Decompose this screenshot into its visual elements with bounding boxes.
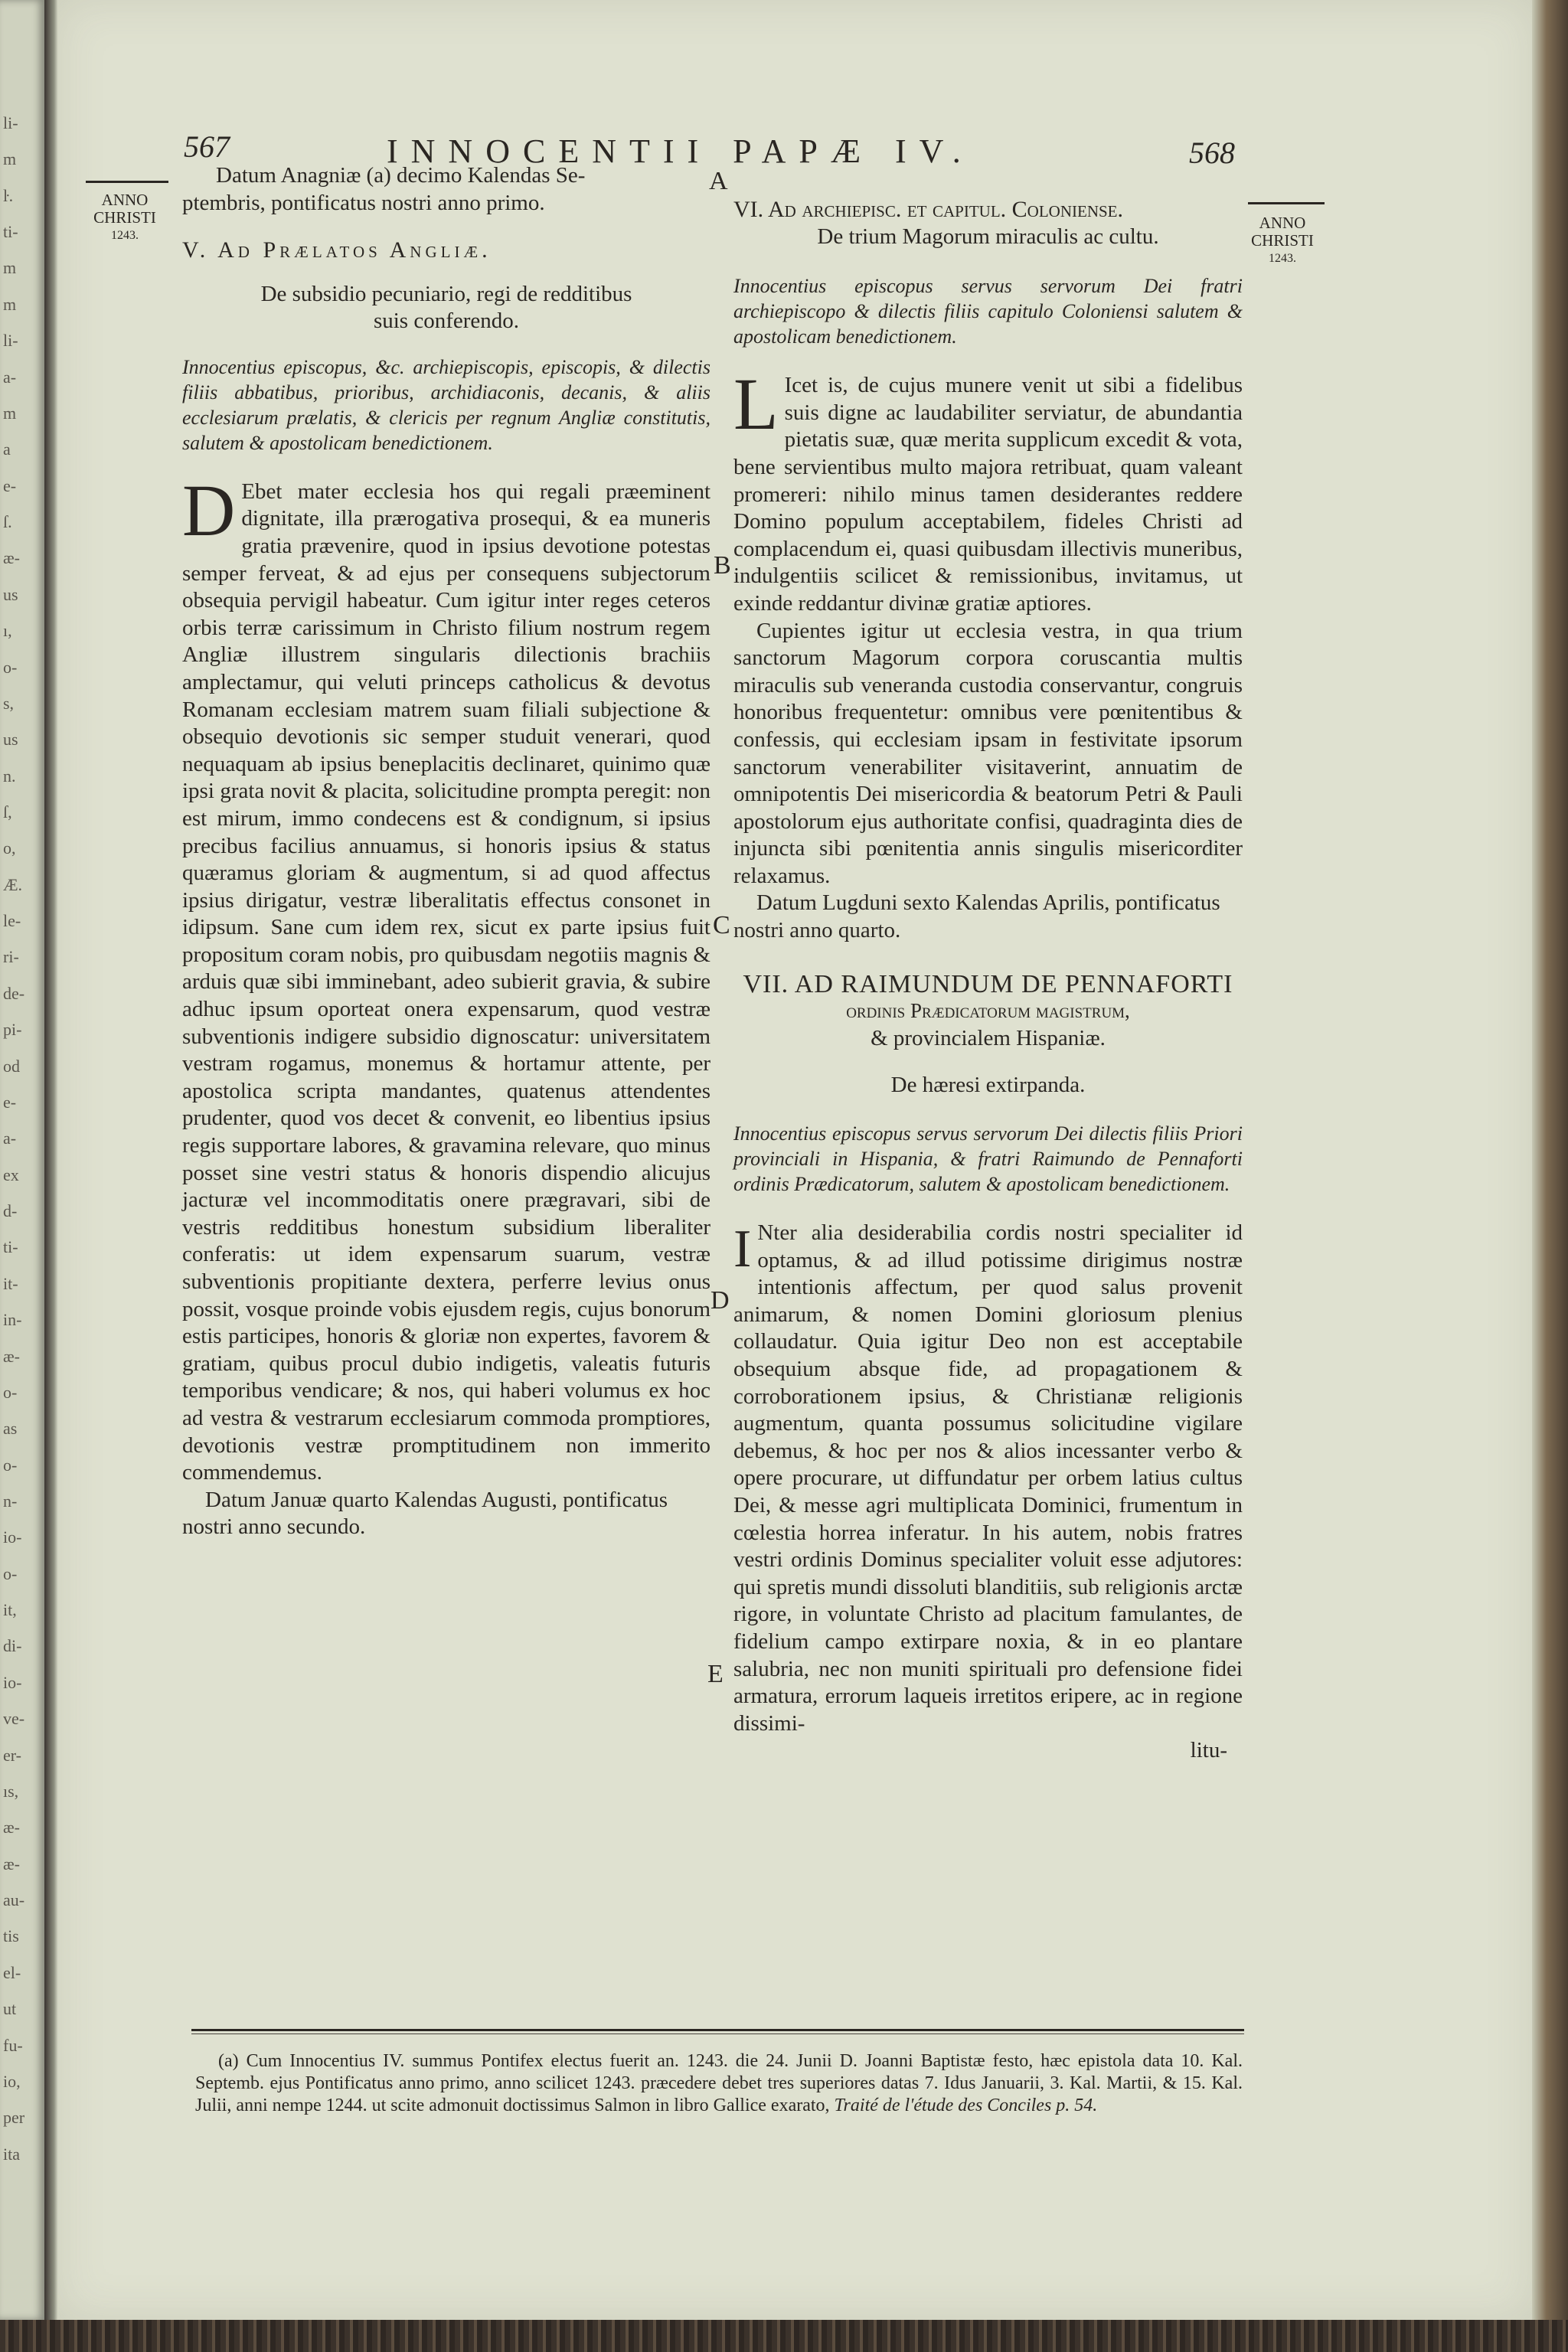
previous-page-fragment: a- — [3, 1129, 17, 1148]
previous-page-fragment: m — [3, 258, 17, 278]
section-title-v: V. Ad Prælatos Angliæ. — [182, 237, 492, 263]
page — [58, 0, 1532, 2320]
previous-page-fragment: ſ, — [3, 802, 12, 822]
page-edge-bottom — [0, 2320, 1568, 2352]
section-title-vi-text: VI. Ad archiepisc. et capitul. Coloniense. — [733, 197, 1124, 222]
page-number-left: 567 — [184, 129, 230, 164]
running-title: INNOCENTII PAPÆ IV. — [387, 132, 974, 170]
body-vii-text: Nter alia desiderabilia cordis nostri specialiter id optamus, & ad illud potissime dirigimus nostræ intentionis affectum, per quod salus provenit animarum, & nomen Domini gloriosum plenius collaudatur. Quia igitur Deo non est acceptabile obsequium absque fide, ad propagationem & corroborationem ipsius, & Christianæ religionis augmentum, quanta possumus solicitudine vigilare debemus, & hoc per nos & alios incessanter verbo & opere procurare, ut diffundatur per orbem latius cultus Dei, & messe agri multiplicata Dominici, frumentum in cœlestia horrea inferatur. In his autem, nobis fratres vestri ordinis Dominus specialiter voluit esse adjutores: qui spretis mundi dissoluti blanditiis, sub religionis arctæ rigore, in voluntate Christo ad placitum famulantes, de fidelium campo extirpare noxia, & in eo plantare salubria, nec non muniti spirituali pro defensione fidei armatura, errorum laqueis irretitos eripere, ac in regione dissimi- — [733, 1220, 1243, 1736]
address-vii: Innocentius episcopus servus servorum Dei dilectis filiis Priori provinciali in Hispania, & fratri Raimundo de Pennaforti ordinis Prædicatorum, salutem & apostolicam benedictionem. — [733, 1122, 1243, 1196]
previous-page-fragment: el- — [3, 1962, 21, 1982]
margin-note-left-anno: ANNO — [101, 191, 149, 209]
right-column — [733, 196, 1243, 1765]
previous-page-fragment: as — [3, 1419, 18, 1439]
previous-page-fragment: it, — [3, 1600, 17, 1620]
margin-note-left-christi: CHRISTI — [93, 208, 156, 227]
previous-page-fragment: ti- — [3, 1237, 18, 1257]
previous-page-fragment: io- — [3, 1527, 22, 1547]
subject-v-line-1: De subsidio pecuniario, regi de redditibus — [260, 281, 632, 306]
previous-page-fragment: ut — [3, 1999, 17, 2019]
column-letter-e: E — [707, 1660, 724, 1688]
footnote — [195, 2050, 1243, 2117]
previous-page-fragment: fu- — [3, 2035, 23, 2055]
margin-note-left — [83, 191, 167, 244]
previous-page-fragment: er- — [3, 1745, 21, 1765]
previous-page-fragment: n- — [3, 1491, 18, 1511]
dated-v: Datum Januæ quarto Kalendas Augusti, pontificatus nostri anno secundo. — [182, 1487, 668, 1540]
margin-note-right-anno: ANNO — [1259, 214, 1306, 232]
subject-v — [182, 281, 710, 335]
margin-note-right-year: 1243. — [1269, 252, 1296, 265]
footnote-rule — [191, 2029, 1244, 2031]
previous-page-fragment: e- — [3, 475, 17, 495]
previous-page-fragment: æ- — [3, 1854, 20, 1873]
previous-page-fragment: æ- — [3, 1346, 20, 1366]
previous-page-fragment: Æ. — [3, 874, 23, 894]
previous-page-fragment: m — [3, 149, 17, 169]
dropcap-i: I — [733, 1220, 752, 1279]
previous-page-fragment: di- — [3, 1636, 22, 1656]
page-number-right: 568 — [1189, 136, 1235, 170]
previous-page-fragment: ıs, — [3, 1781, 19, 1801]
previous-page-fragment: æ- — [3, 548, 20, 568]
body-v — [182, 469, 710, 1487]
previous-page-fragment: ŀ. — [3, 185, 14, 205]
body-vi-2: Cupientes igitur ut ecclesia vestra, in qua trium sanctorum Magorum corpora coruscantia multis miraculis sub veneranda custodia conservantur, congruis honoribus frequentetur: omnibus vere pœnitentibus & confessis, qui ecclesiam ipsam in festivitate ipsorum sanctorum venerabiliter visitaverint, annuatim de omnipotentis Dei misericordia & beatorum Petri & Pauli apostolorum ejus authoritate confisi, quadraginta dies de injuncta sibi pœnitentia annis singulis misericorditer relaxamus. — [733, 618, 1243, 888]
margin-note-left-year: 1243. — [111, 229, 139, 242]
previous-page-fragment: o, — [3, 838, 16, 858]
book-gutter — [44, 0, 58, 2320]
body-vi-1-text: Icet is, de cujus munere venit ut sibi a fidelibus suis digne ac laudabiliter serviatur, de abundantia pietatis suæ, quæ merita supplicum excedit & vota, bene servientibus multo majora retribuat, quam valeant promereri: nihilo minus tamen desiderantes reddere Domino populum acceptabilem, fideles Christi ad complacendum ei, quasi quibusdam illectivis muneribus, indulgentiis scilicet & remissionibus, invitamus, ut exinde reddantur divinæ gratiæ aptiores. — [733, 373, 1243, 616]
previous-page-fragment: ita — [3, 2144, 20, 2164]
previous-page-fragment: ex — [3, 1165, 19, 1184]
address-vi: Innocentius episcopus servus servorum Dei fratri archiepiscopo & dilectis filiis capitulo Coloniensi salutem & apostolicam benedictionem. — [733, 275, 1243, 348]
previous-page-fragment: ve- — [3, 1709, 25, 1729]
previous-page-fragment: ti- — [3, 222, 18, 242]
previous-page-fragment: us — [3, 730, 18, 750]
subject-v-line-2: suis conferendo. — [373, 308, 520, 333]
previous-page-fragment: per — [3, 2108, 25, 2128]
section-title-vii: VII. AD RAIMUNDUM DE PENNAFORTI — [743, 969, 1233, 998]
previous-page-fragment: ſ. — [3, 512, 12, 532]
column-letter-c: C — [713, 911, 730, 939]
previous-page-fragment: pi- — [3, 1020, 22, 1040]
previous-page-fragment: au- — [3, 1890, 25, 1910]
column-letter-b: B — [714, 551, 731, 580]
previous-page-fragment: in- — [3, 1310, 22, 1330]
previous-page-fragment: io, — [3, 2071, 21, 2091]
previous-page-fragment: ri- — [3, 947, 19, 967]
previous-page-fragment: m — [3, 294, 17, 314]
previous-page-fragment: m — [3, 403, 17, 423]
previous-page-fragment: de- — [3, 983, 25, 1003]
previous-page-fragment: us — [3, 584, 18, 604]
dropcap-d: D — [182, 469, 236, 551]
previous-page-fragment: o- — [3, 657, 18, 677]
previous-page-fragment: io- — [3, 1672, 22, 1692]
subject-vi: De trium Magorum miraculis ac cultu. — [817, 224, 1159, 249]
subject-vii: De hæresi extirpanda. — [890, 1073, 1086, 1098]
margin-rule-left — [86, 181, 168, 183]
previous-page-edge — [0, 0, 44, 2320]
margin-rule-right — [1248, 202, 1325, 204]
previous-page-fragment: li- — [3, 331, 18, 351]
section-title-vii-line-2: ordinis Prædicatorum magistrum, — [846, 999, 1130, 1023]
page-edge-right — [1532, 0, 1568, 2320]
previous-page-fragment: n. — [3, 766, 16, 786]
previous-page-fragment: tis — [3, 1926, 19, 1946]
section-title-vi — [733, 196, 1243, 224]
previous-page-fragment: o- — [3, 1455, 18, 1475]
previous-page-fragment: od — [3, 1056, 20, 1076]
catchword: litu- — [1190, 1738, 1227, 1763]
previous-page-fragment: e- — [3, 1092, 17, 1112]
column-letter-d: D — [710, 1286, 730, 1315]
column-letter-a: A — [709, 167, 728, 195]
footnote-title: Traité de l'étude des Conciles p. 54. — [834, 2096, 1098, 2115]
previous-page-fragment: æ- — [3, 1818, 20, 1838]
body-vii — [733, 1220, 1243, 1737]
footnote-text: (a) Cum Innocentius IV. summus Pontifex electus fuerit an. 1243. die 24. Junii D. Joanni Baptistæ festo, hæc epistola data 10. Kal. Septemb. ejus Pontificatus anno primo, anno scilicet 1243. præcedere debet tres superiores datas 7. Idus Januarii, 3. Kal. Martii, & 15. Kal. Julii, anni nempe 1244. ut scite admonuit doctissimus Salmon in libro Gallice exarato, — [195, 2051, 1243, 2115]
previous-page-fragment: d- — [3, 1201, 18, 1221]
previous-page-fragment: o- — [3, 1563, 18, 1583]
intro-line-2: ptembris, pontificatus nostri anno primo. — [182, 190, 545, 215]
dated-vi: Datum Lugduni sexto Kalendas Aprilis, pontificatus nostri anno quarto. — [733, 890, 1220, 943]
section-title-vii-line-3: & provincialem Hispaniæ. — [871, 1025, 1106, 1050]
dropcap-l: L — [733, 363, 779, 446]
previous-page-fragment: o- — [3, 1382, 18, 1402]
previous-page-fragment: le- — [3, 911, 21, 931]
previous-page-fragment: ı, — [3, 621, 12, 641]
margin-note-right-christi: CHRISTI — [1251, 231, 1314, 250]
body-v-text: Ebet mater ecclesia hos qui regali præeminent dignitate, illa prærogativa prosequi, & ea muneris gratia prævenire, quod in ipsius devotione potestas semper ferveat, & ad ejus per consequens subjectorum obsequia pervigil habeatur. Cum igitur inter reges ceteros orbis terræ carissimum in Christo filium nostrum regem Angliæ illustrem singularis dilectionis brachiis amplectamur, qui veluti princeps catholicus & devotus Romanam ecclesiam matrem suam filiali subjectione & obsequio devotionis sic semper studuit venerari, quod nequaquam ab ipsius beneplacitis declinaret, quinimo quæ ipsi grata novit & placita, solicitudine prompta peregit: non est mirum, immo condecens est & condignum, si ipsius precibus facilius annuamus, si honoris ipsius & status quæramus gloriam & augmentum, si ad quod affectus ipsius dirigatur, vestræ liberalitatis effectus consonet in idipsum. Sane cum idem rex, sicut ex parte ipsius fuit propositum coram nobis, pro quibusdam negotiis magnis & arduis quæ sibi imminebant, adeo subierit gravia, & subire adhuc ipsum oporteat onera expensarum, quod vestræ subventionis indigere subsidio dignoscatur: universitatem vestram rogamus, monemus & hortamur attente, per apostolica scripta mandantes, quatenus attendentes prudenter, quod vos decet & convenit, eo libentius ipsius regis supportare labores, & gravamina relevare, quo minus posset sine vestri status & honoris dispendio alicujus jacturæ vel incommoditatis onere prægravari, sibi de vestris redditibus honestum subsidium liberaliter conferatis: ut idem expensarum suarum, vestræ subventionis propitiante dextera, perferre levius onus possit, vosque proinde vobis ejusdem regis, cujus bonorum estis participes, honoris & gloriæ non expertes, favorem & gratiam, quibus procul dubio indigetis, valeatis futuris temporibus vendicare; & nos, qui haberi volumus ex hoc ad vestra & vestrarum ecclesiarum commoda promptiores, devotionis vestræ promptitudinem non immerito commendemus. — [182, 479, 710, 1485]
previous-page-fragment: a — [3, 439, 11, 459]
previous-page-fragment: s, — [3, 693, 15, 713]
intro-line-1: Datum Anagniæ (a) decimo Kalendas Se- — [216, 163, 586, 188]
address-v: Innocentius episcopus, &c. archiepiscopis, episcopis, & dilectis filiis abbatibus, prioribus, archidiaconis, decanis, & aliis ecclesiarum prælatis, & clericis per regnum Angliæ constitutis, salutem & apostolicam benedictionem. — [182, 355, 710, 454]
body-vi-1 — [733, 363, 1243, 617]
previous-page-fragment: li- — [3, 113, 18, 132]
previous-page-fragment: it- — [3, 1273, 18, 1293]
margin-note-right — [1240, 214, 1325, 267]
left-column — [182, 162, 710, 1541]
previous-page-fragment: a- — [3, 367, 17, 387]
